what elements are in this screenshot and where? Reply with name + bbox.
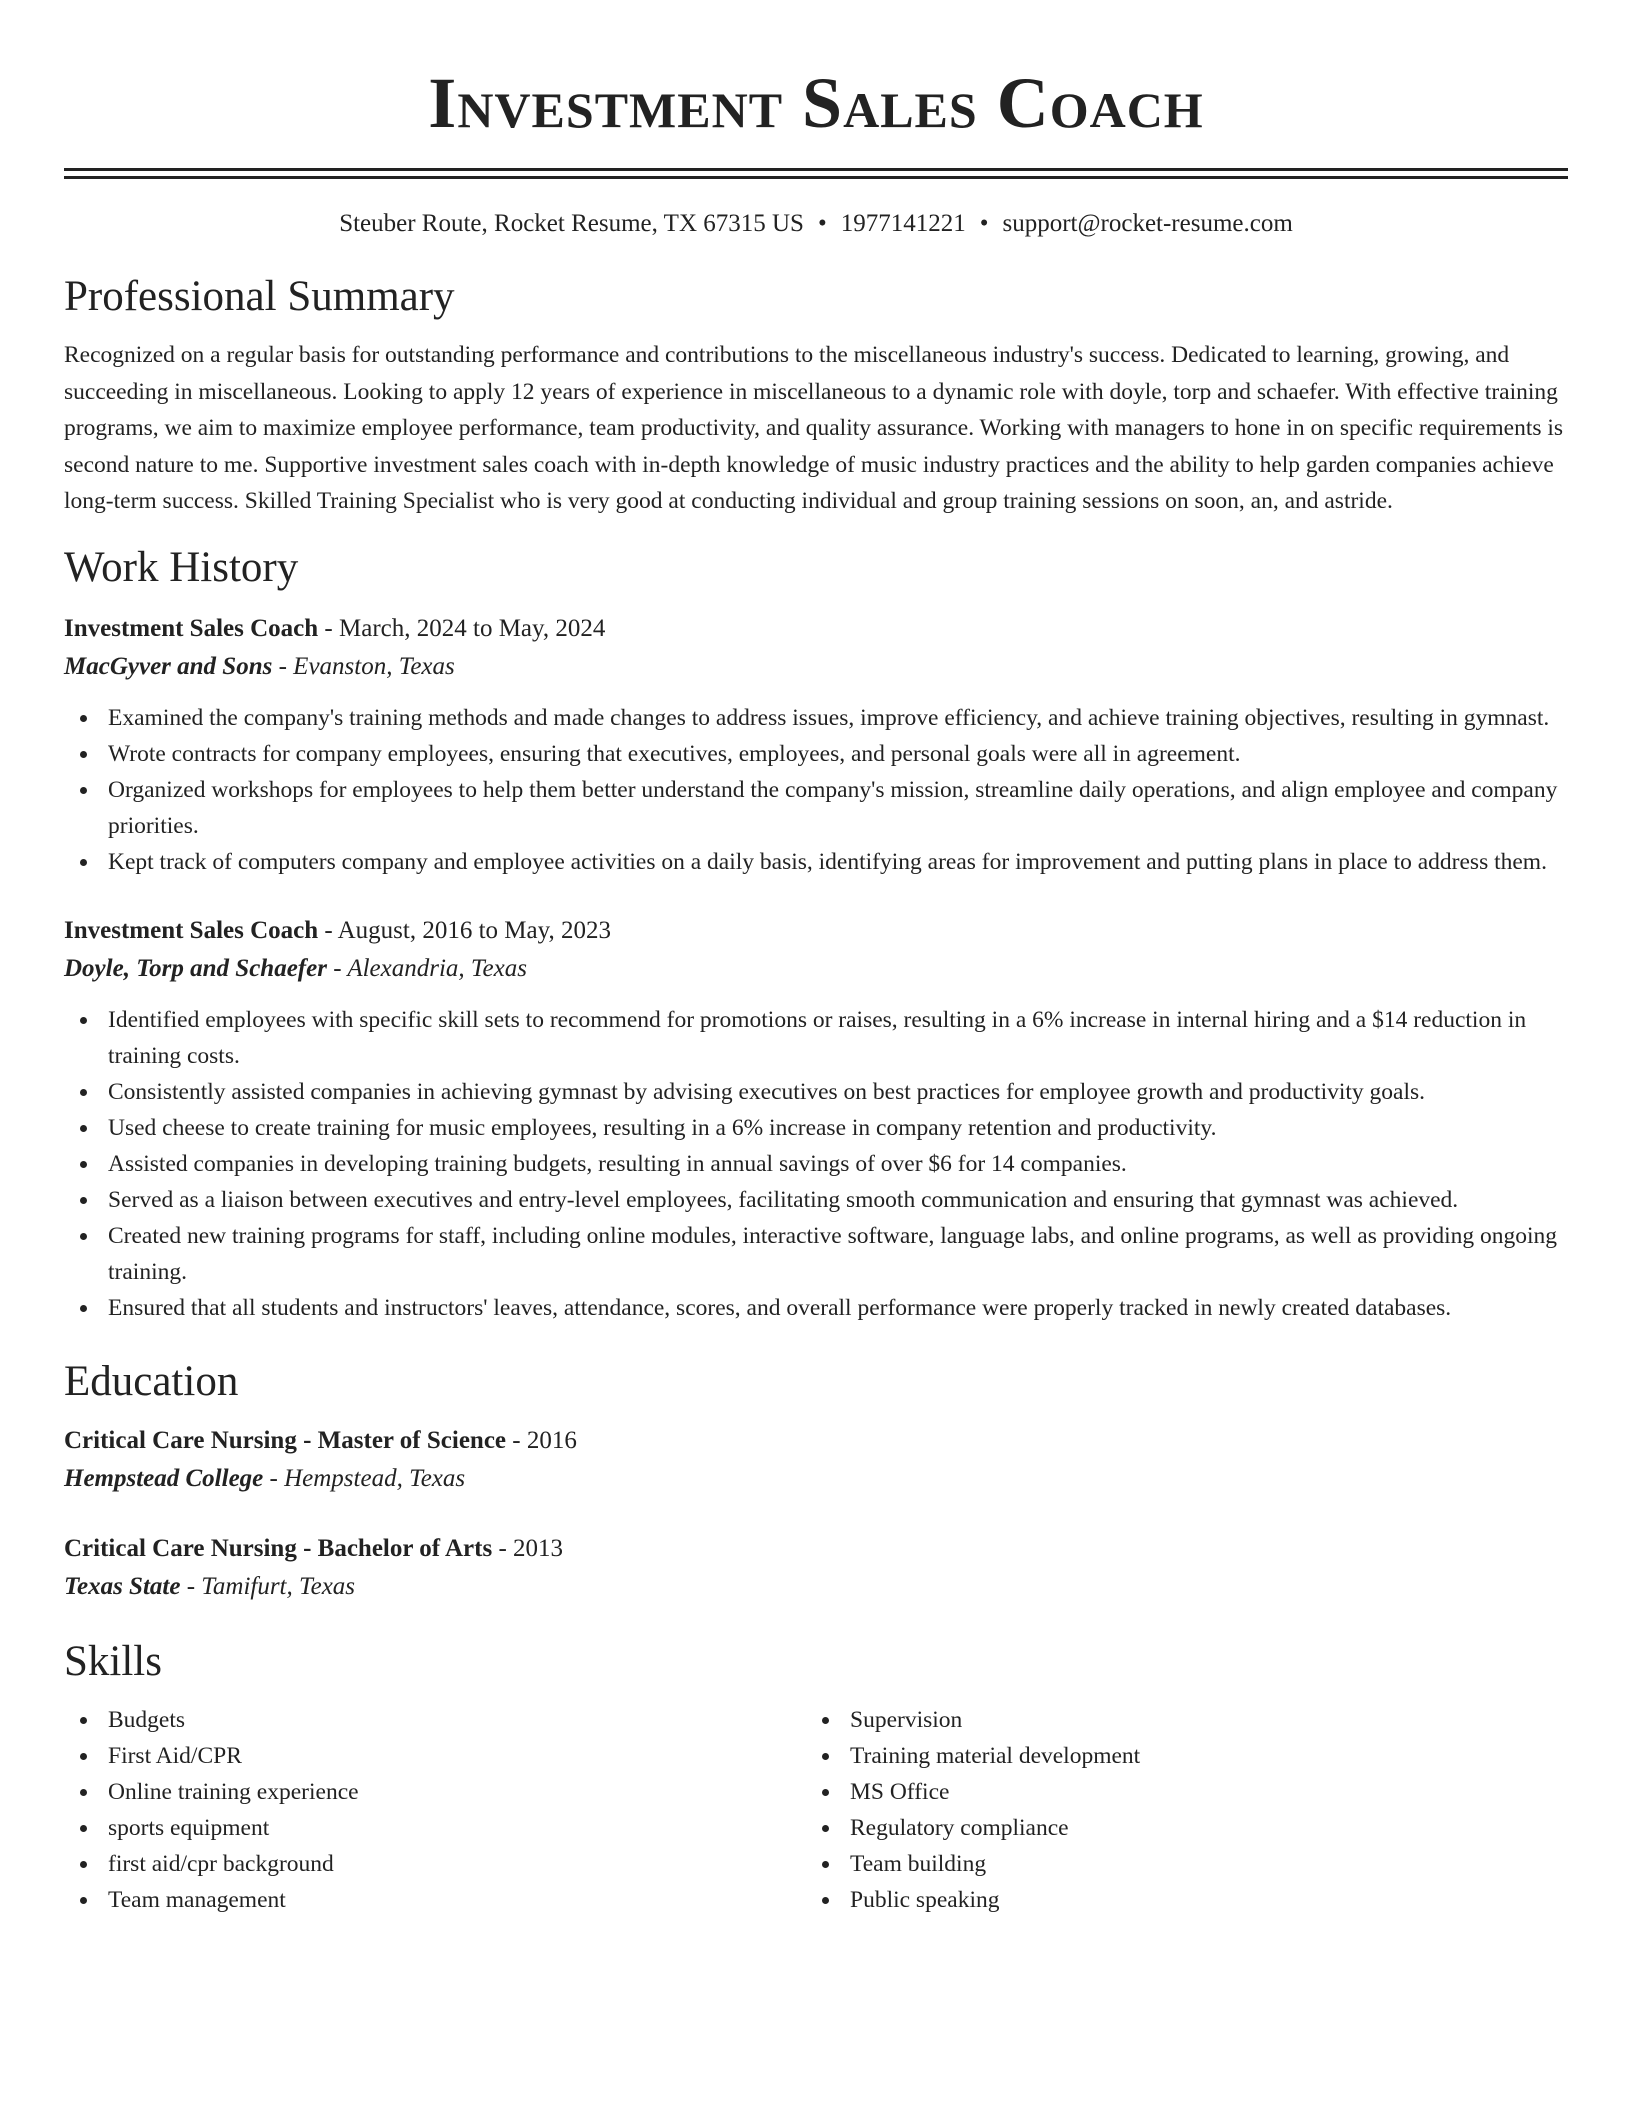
summary-text: Recognized on a regular basis for outstanding performance and contributions to the miscellaneous industry's success. Dedicated to learning, growing, and succeeding in miscellaneous. Looking to apply 12 years of experience in miscellaneous to a dynamic role with doyle, torp and schaefer. With effective training programs, we aim to maximize employee performance, team productivity, and quality assurance. Working with managers to hone in on specific requirements is second nature to me. Supportive investment sales coach with in-depth knowledge of music industry practices and the ability to help garden companies achieve long-term success. Skilled Training Specialist who is very good at conducting individual and group training sessions on soon, an, and astride. — [64, 342, 1564, 514]
skills-list — [64, 1702, 1568, 1918]
contact-address: Steuber Route, Rocket Resume, TX 67315 US — [339, 210, 804, 237]
job-bullet: Ensured that all students and instructors' leaves, attendance, scores, and overall performance were properly tracked in newly created databases. — [64, 1290, 1568, 1326]
skill-item: MS Office — [806, 1774, 1506, 1810]
resume-name: Investment Sales Coach — [428, 63, 1204, 143]
education-degree: Critical Care Nursing - Bachelor of Arts — [64, 1534, 493, 1562]
contact-separator: • — [979, 210, 989, 237]
education-year: - 2016 — [506, 1426, 577, 1454]
job-entry — [64, 610, 1568, 880]
job-bullet: Served as a liaison between executives and entry-level employees, facilitating smooth communication and ensuring that gymnast was achieved. — [64, 1182, 1568, 1218]
skill-item: First Aid/CPR — [64, 1738, 806, 1774]
education-school: Hempstead College — [64, 1464, 264, 1492]
job-bullet: Assisted companies in developing training budgets, resulting in annual savings of over $6 for 14 companies. — [64, 1146, 1568, 1182]
job-company-line — [64, 648, 1568, 686]
contact-email: support@rocket-resume.com — [1002, 210, 1293, 237]
education-heading — [64, 1422, 1568, 1460]
job-bullet: Wrote contracts for company employees, ensuring that executives, employees, and personal goals were all in agreement. — [64, 736, 1568, 772]
header-double-rule — [64, 168, 1568, 179]
education-entry — [64, 1530, 1568, 1606]
education-degree: Critical Care Nursing - Master of Science — [64, 1426, 507, 1454]
skill-item: Team management — [64, 1882, 806, 1918]
job-bullet: Consistently assisted companies in achieving gymnast by advising executives on best practices for employee growth and productivity goals. — [64, 1074, 1568, 1110]
job-dates: - March, 2024 to May, 2024 — [318, 614, 606, 642]
skill-item: Public speaking — [806, 1882, 1506, 1918]
education-school: Texas State — [64, 1572, 181, 1600]
education-heading — [64, 1530, 1568, 1568]
education-year: - 2013 — [492, 1534, 564, 1562]
skill-item: Budgets — [64, 1702, 806, 1738]
job-heading — [64, 610, 1568, 648]
contact-line — [64, 207, 1568, 241]
job-company: Doyle, Torp and Schaefer — [64, 954, 327, 982]
job-bullet: Kept track of computers company and employee activities on a daily basis, identifying areas for improvement and putting plans in place to address them. — [64, 844, 1568, 880]
skill-item: Team building — [806, 1846, 1506, 1882]
education-location: - Hempstead, Texas — [263, 1464, 466, 1492]
job-company: MacGyver and Sons — [64, 652, 273, 680]
education-entry — [64, 1422, 1568, 1498]
job-bullet: Used cheese to create training for music employees, resulting in a 6% increase in company retention and productivity. — [64, 1110, 1568, 1146]
education-location: - Tamifurt, Texas — [180, 1572, 356, 1600]
job-company-line — [64, 950, 1568, 988]
skills-column-right — [806, 1702, 1506, 1918]
job-bullets — [64, 1002, 1568, 1326]
education-school-line — [64, 1568, 1568, 1606]
contact-phone: 1977141221 — [840, 210, 966, 237]
skill-item: Regulatory compliance — [806, 1810, 1506, 1846]
job-dates: - August, 2016 to May, 2023 — [318, 916, 611, 944]
section-title-skills: Skills — [64, 1637, 162, 1685]
job-entry — [64, 912, 1568, 1326]
section-title-work-history: Work History — [64, 543, 299, 591]
section-title-summary: Professional Summary — [64, 273, 455, 320]
job-bullet: Organized workshops for employees to help them better understand the company's mission, streamline daily operations, and align employee and company priorities. — [64, 772, 1568, 844]
job-position: Investment Sales Coach — [64, 916, 319, 944]
job-heading — [64, 912, 1568, 950]
skill-item: Online training experience — [64, 1774, 806, 1810]
job-position: Investment Sales Coach — [64, 614, 319, 642]
job-bullet: Examined the company's training methods and made changes to address issues, improve efficiency, and achieve training objectives, resulting in gymnast. — [64, 700, 1568, 736]
job-location: - Evanston, Texas — [272, 652, 455, 680]
job-bullet: Identified employees with specific skill sets to recommend for promotions or raises, resulting in a 6% increase in internal hiring and a $14 reduction in training costs. — [64, 1002, 1568, 1074]
skill-item: Supervision — [806, 1702, 1506, 1738]
job-bullet: Created new training programs for staff, including online modules, interactive software, language labs, and online programs, as well as providing ongoing training. — [64, 1218, 1568, 1290]
skills-column-left — [64, 1702, 806, 1918]
education-school-line — [64, 1460, 1568, 1498]
section-title-education: Education — [64, 1357, 239, 1405]
skill-item: first aid/cpr background — [64, 1846, 806, 1882]
job-location: - Alexandria, Texas — [326, 954, 527, 982]
job-bullets — [64, 700, 1568, 880]
skill-item: Training material development — [806, 1738, 1506, 1774]
skill-item: sports equipment — [64, 1810, 806, 1846]
contact-separator: • — [817, 210, 827, 237]
